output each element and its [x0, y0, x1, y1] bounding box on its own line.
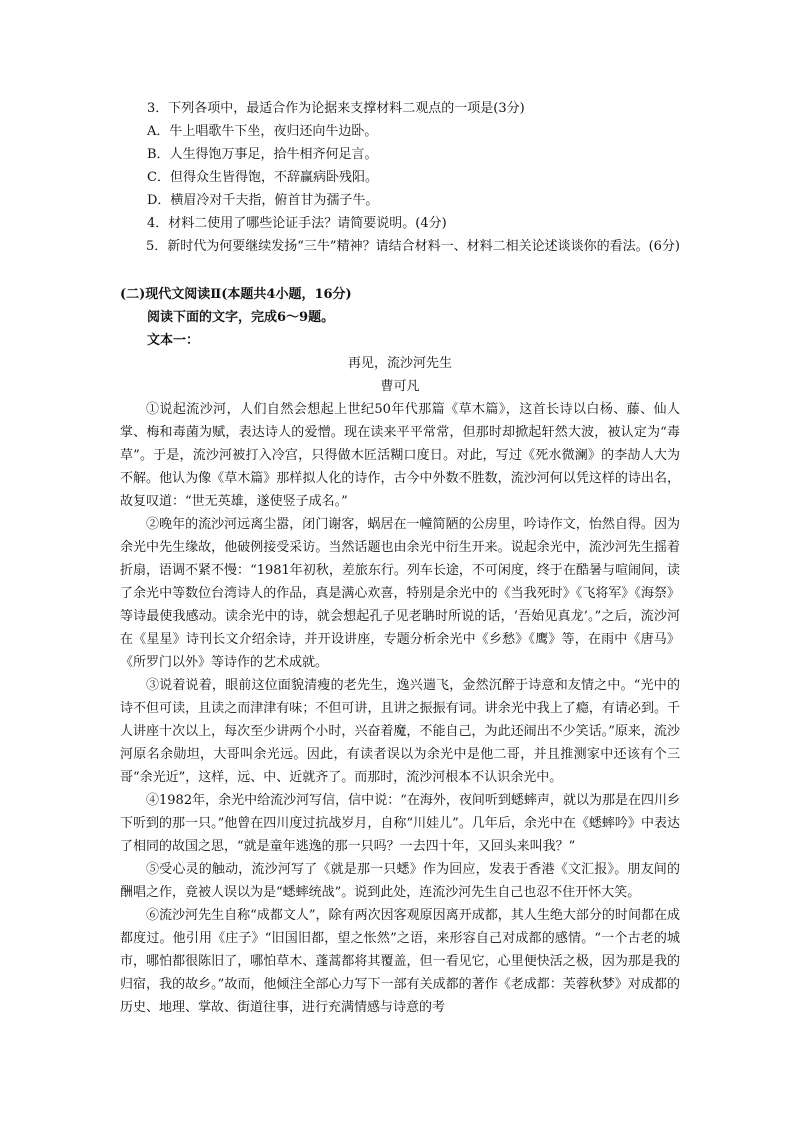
article-body [120, 398, 680, 1019]
question-4: 4．材料二使用了哪些论证手法？请简要说明。(4分) [147, 216, 447, 231]
article-author: 曹可凡 [380, 379, 420, 394]
article-paragraph: ⑤受心灵的触动，流沙河写了《就是那一只蟋》作为回应，发表于香港《文汇报》。朋友间的酬唱之作，竟被人误以为是“蟋蟀统战”。说到此处，连流沙河先生自己也忍不住开怀大笑。 [120, 862, 680, 900]
article-paragraph: ④1982年，余光中给流沙河写信，信中说：“在海外，夜间听到蟋蟀声，就以为那是在四川乡下听到的那一只。”他曾在四川度过抗战岁月，自称“川娃儿”。几年后，余光中在《蟋蟀吟》中表达了相同的故国之思，“就是童年逃逸的那一只吗？一去四十年，又回头来叫我？” [120, 793, 680, 854]
article-paragraph: ③说着说着，眼前这位面貌清瘦的老先生，逸兴遄飞，金然沉醉于诗意和友情之中。“光中的诗不但可读，且读之而津津有味；不但可讲，且讲之振振有词。讲余光中我上了瘾，有请必到。千人讲座十次以上，每次至少讲两个小时，兴奋着魔，不能自己，为此还闹出不少笑话。”原来，流沙河原名余勋坦，大哥叫余光远。因此，有读者误以为余光中是他二哥，并且推测家中还该有个三哥“余光近”，这样，远、中、近就齐了。而那时，流沙河根本不认识余光中。 [120, 678, 680, 785]
option-d: D．横眉冷对千夫指，俯首甘为孺子牛。 [147, 193, 379, 208]
article-paragraph: ⑥流沙河先生自称“成都文人”，除有两次因客观原因离开成都，其人生绝大部分的时间都在成都度过。他引用《庄子》“旧国旧都，望之怅然”之语，来形容自己对成都的感情。“一个古老的城市，哪怕都很陈旧了，哪怕草木、蓬蒿都将其覆盖，但一看见它，心里便快活之极，因为那是我的归宿，我的故乡。”故而，他倾注全部心力写下一部有关成都的著作《老成都：芙蓉秋梦》对成都的历史、地理、掌故、街道往事，进行充满情感与诗意的考 [120, 908, 680, 1015]
questions-block [120, 97, 680, 258]
article-paragraph: ②晚年的流沙河远离尘嚣，闭门谢客，蜗居在一幢简陋的公房里，吟诗作文，怡然自得。因为余光中先生缘故，他破例接受采访。当然话题也由余光中衍生开来。说起余光中，流沙河先生摇着折扇，语调不紧不慢：“1981年初秋，差旅东行。列车长途，不可闲度，终于在酷暑与喧闹间，读了余光中等数位台湾诗人的作品，真是满心欢喜，特别是余光中的《当我死时》《飞将军》《海祭》等诗最使我感动。读余光中的诗，就会想起孔子见老聃时所说的话，‘吾始见真龙’。”之后，流沙河在《星星》诗刊长文介绍余诗，并开设讲座，专题分析余光中《乡愁》《鹰》等，在雨中《唐马》《所罗门以外》等诗作的艺术成就。 [120, 517, 680, 670]
question-5: 5．新时代为何要继续发扬“三牛”精神？请结合材料一、材料二相关论述谈谈你的看法。(6分) [146, 239, 680, 254]
option-a: A．牛上唱歌牛下坐，夜归还向牛边卧。 [147, 124, 378, 139]
article-paragraph: ①说起流沙河，人们自然会想起上世纪50年代那篇《草木篇》，这首长诗以白杨、藤、仙人掌、梅和毒菌为赋，表达诗人的爱憎。现在读来平平常常，但那时却掀起轩然大波，被认定为“毒草”。于是，流沙河被打入冷宫，只得做木匠活糊口度日。对此，写过《死水微澜》的李劼人大为不解。他认为像《草木篇》那样拟人化的诗作，古今中外数不胜数，流沙河何以凭这样的诗出名，故复叹道：“世无英雄，遂使竖子成名。” [120, 402, 680, 509]
section-instruction: 阅读下面的文字，完成6～9题。 [147, 310, 335, 325]
text-label: 文本一： [147, 333, 200, 348]
option-b: B．人生得饱万事足，拾牛相齐何足言。 [147, 147, 378, 162]
article-title: 再见，流沙河先生 [347, 356, 452, 371]
section-block [120, 283, 680, 398]
question-3: 3．下列各项中，最适合作为论据来支撑材料二观点的一项是(3分) [147, 101, 525, 116]
option-c: C．但得众生皆得饱，不辞赢病卧残阳。 [147, 170, 378, 185]
section-heading: (二)现代文阅读Ⅱ(本题共4小题，16分) [120, 287, 352, 302]
